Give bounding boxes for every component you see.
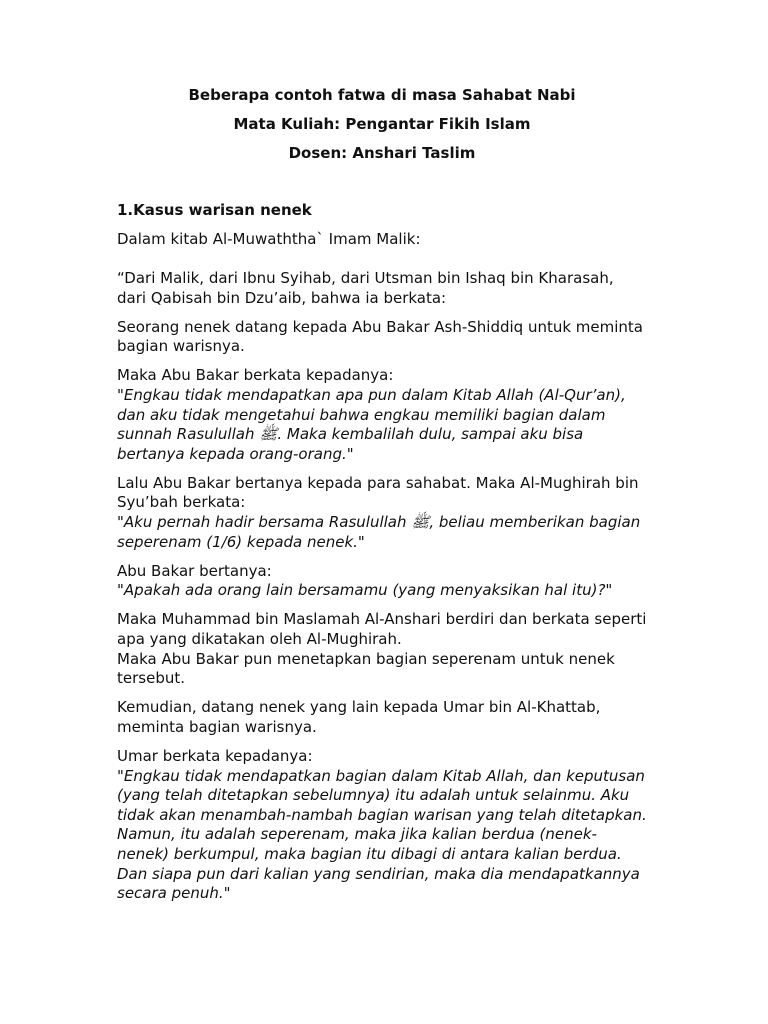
section-heading: 1.Kasus warisan nenek [117, 200, 312, 219]
quote-close: " [346, 444, 354, 463]
paragraph-abu-bakar-reply [117, 366, 647, 464]
blank-line [117, 259, 647, 269]
maslamah-text: Maka Muhammad bin Maslamah Al-Anshari berdiri dan berkata seperti apa yang dikatakan oleh Al-Mughirah. [117, 610, 647, 648]
document-page [117, 86, 647, 913]
ruling-text: Maka Abu Bakar pun menetapkan bagian seperenam untuk nenek tersebut. [117, 649, 615, 688]
mughirah-quote: Aku pernah hadir bersama Rasulullah ﷺ, beliau memberikan bagian seperenam (1/6) kepada nenek. [117, 513, 641, 551]
paragraph-umar-reply [117, 747, 647, 904]
course-name: Mata Kuliah: Pengantar Fikih Islam [233, 115, 531, 134]
abu-bakar-lead: Maka Abu Bakar berkata kepadanya: [117, 366, 394, 385]
question-lead: Abu Bakar bertanya: [117, 561, 272, 580]
intro-paragraph: Dalam kitab Al-Muwaththa` Imam Malik: [117, 229, 421, 248]
paragraph-abu-bakar-question [117, 562, 647, 601]
quote-close: " [605, 581, 613, 600]
quote-close: " [223, 884, 231, 903]
paragraph-second-grandmother: Kemudian, datang nenek yang lain kepada Umar bin Al-Khattab, meminta bagian warisnya. [117, 698, 601, 736]
paragraph-grandmother-request: Seorang nenek datang kepada Abu Bakar Ash-Shiddiq untuk meminta bagian warisnya. [117, 317, 644, 356]
question-quote: Apakah ada orang lain bersamamu (yang menyaksikan hal itu)? [123, 581, 606, 600]
quote-close: " [357, 532, 365, 551]
umar-quote: Engkau tidak mendapatkan bagian dalam Kitab Allah, dan keputusan (yang telah ditetapkan sebelumnya) itu adalah untuk selainmu. Aku tidak akan menambah-nambah bagian warisan yang telah ditetapkan. Namun, itu adalah seperenam, maka jika kalian berdua (nenek-nenek) berkumpul, maka bagian itu dibagi di antara kalian berdua. Dan siapa pun dari kalian yang sendirian, maka dia mendapatkannya secara penuh. [117, 766, 647, 903]
paragraph-maslamah [117, 610, 647, 688]
lecturer-name: Dosen: Anshari Taslim [288, 144, 476, 163]
narration-chain: “Dari Malik, dari Ibnu Syihab, dari Utsman bin Ishaq bin Kharasah, dari Qabisah bin Dzu’aib, bahwa ia berkata: [117, 268, 614, 307]
paragraph-mughirah [117, 474, 647, 552]
umar-lead: Umar berkata kepadanya: [117, 746, 313, 765]
quote-open: " [117, 385, 124, 404]
quote-open: " [117, 766, 124, 785]
mughirah-lead: Lalu Abu Bakar bertanya kepada para sahabat. Maka Al-Mughirah bin Syu’bah berkata: [117, 473, 639, 512]
quote-open: " [117, 513, 124, 531]
document-title: Beberapa contoh fatwa di masa Sahabat Nabi [188, 86, 576, 104]
quote-open: " [117, 581, 124, 600]
abu-bakar-quote: Engkau tidak mendapatkan apa pun dalam Kitab Allah (Al-Qur’an), dan aku tidak mengetahui bahwa engkau memiliki bagian dalam sunnah Rasulullah ﷺ. Maka kembalilah dulu, sampai aku bisa bertanya kepada orang-orang. [117, 385, 626, 463]
document-header [107, 86, 657, 164]
